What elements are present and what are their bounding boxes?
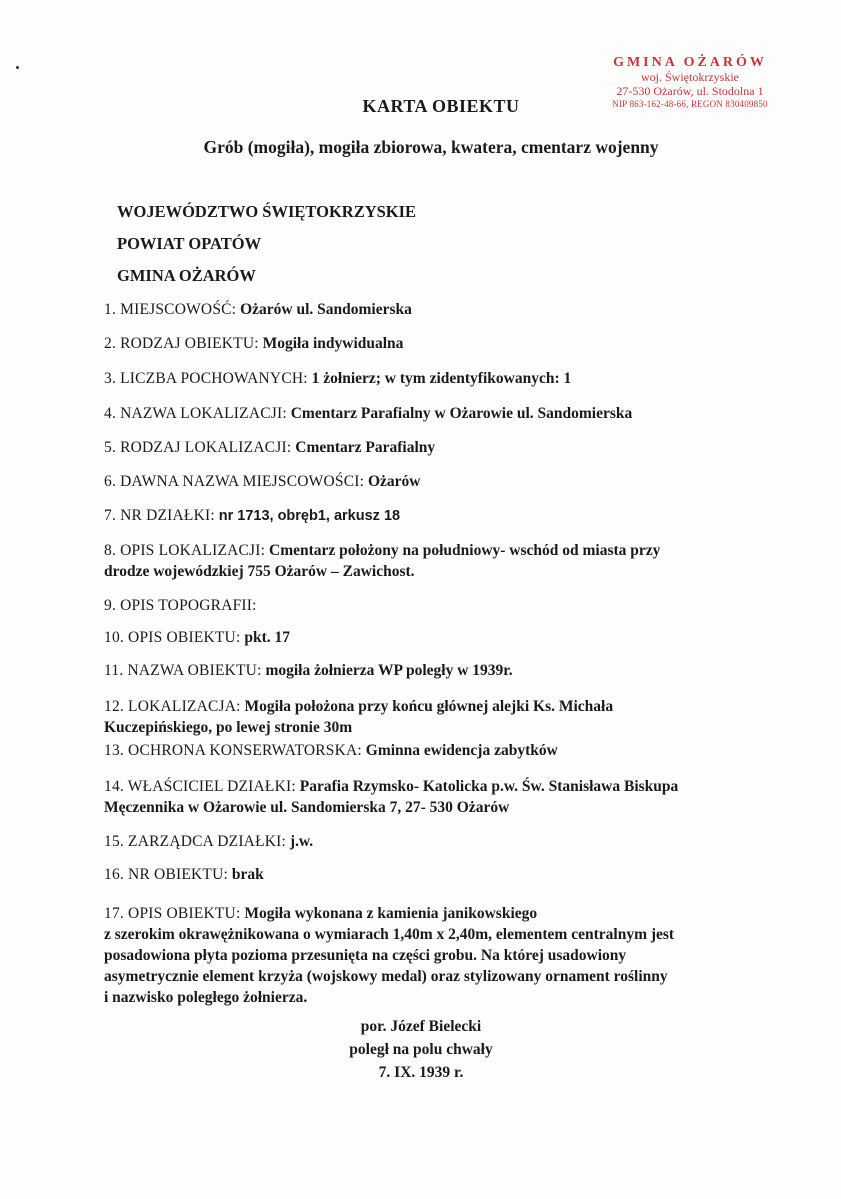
scan-speck <box>16 66 19 69</box>
inscription-line: poległ na polu chwały <box>349 1041 493 1058</box>
field-17 <box>104 903 764 1008</box>
field-label: 13. OCHRONA KONSERWATORSKA: <box>104 742 362 759</box>
field-label: 7. NR DZIAŁKI: <box>104 507 215 524</box>
page-title: KARTA OBIEKTU <box>362 96 520 116</box>
field-value: brak <box>231 866 264 883</box>
field-label: 12. LOKALIZACJA: <box>104 698 241 715</box>
field-value: Gminna ewidencja zabytków <box>365 742 558 759</box>
field-value: Cmentarz położony na południowy- wschód od miasta przy <box>269 542 661 559</box>
field-value: Parafia Rzymsko- Katolicka p.w. Św. Stanisława Biskupa <box>299 778 679 795</box>
field-8 <box>104 540 754 582</box>
inscription-date: 7. IX. 1939 r. <box>378 1064 464 1081</box>
field-value-continued: Kuczepińskiego, po lewej stronie 30m <box>104 719 353 736</box>
stamp-address: 27-530 Ożarów, ul. Stodolna 1 <box>616 83 764 98</box>
description-line: asymetrycznie element krzyża (wojskowy medal) oraz stylizowany ornament roślinny <box>104 968 668 985</box>
description-line: posadowiona płyta pozioma przesunięta na części grobu. Na której usadowiony <box>104 947 627 964</box>
description-line: z szerokim okrawężnikowana o wymiarach 1,40m x 2,40m, elementem centralnym jest <box>104 926 675 943</box>
field-label: 15. ZARZĄDCA DZIAŁKI: <box>104 833 287 850</box>
field-value: j.w. <box>289 833 314 850</box>
field-label: 14. WŁAŚCICIEL DZIAŁKI: <box>104 778 296 795</box>
field-16 <box>104 864 754 885</box>
field-5 <box>104 437 754 458</box>
field-9 <box>104 595 754 616</box>
field-value: Mogiła indywidualna <box>262 335 404 352</box>
field-label: 8. OPIS LOKALIZACJI: <box>104 542 266 559</box>
field-label: 9. OPIS TOPOGRAFII: <box>104 597 257 614</box>
inscription-name: por. Józef Bielecki <box>360 1018 482 1035</box>
field-label: 1. MIEJSCOWOŚĆ: <box>104 301 237 318</box>
field-label: 6. DAWNA NAZWA MIEJSCOWOŚCI: <box>104 473 365 490</box>
field-label: 3. LICZBA POCHOWANYCH: <box>104 370 308 387</box>
field-value: nr 1713, obręb1, arkusz 18 <box>218 508 401 524</box>
field-4 <box>104 403 754 424</box>
field-11 <box>104 660 754 681</box>
voivodeship-heading: WOJEWÓDZTWO ŚWIĘTOKRZYSKIE <box>117 202 417 221</box>
stamp-ids: NIP 863-162-48-66, REGON 830409850 <box>612 98 768 109</box>
page-subtitle: Grób (mogiła), mogiła zbiorowa, kwatera, cmentarz wojenny <box>203 137 659 157</box>
description-line: i nazwisko poległego żołnierza. <box>104 989 308 1006</box>
field-value: 1 żołnierz; w tym zidentyfikowanych: 1 <box>311 370 572 387</box>
field-value: Cmentarz Parafialny <box>295 439 436 456</box>
field-value: Ożarów ul. Sandomierska <box>240 301 412 318</box>
field-value-continued: Męczennika w Ożarowie ul. Sandomierska 7, 27- 530 Ożarów <box>104 799 510 816</box>
commune-heading: GMINA OŻARÓW <box>117 266 256 285</box>
field-label: 5. RODZAJ LOKALIZACJI: <box>104 439 292 456</box>
field-label: 4. NAZWA LOKALIZACJI: <box>104 405 287 422</box>
field-label: 10. OPIS OBIEKTU: <box>104 629 241 646</box>
field-12 <box>104 696 754 738</box>
field-15 <box>104 831 754 852</box>
field-value: Mogiła wykonana z kamienia janikowskiego <box>244 905 538 922</box>
field-value: Ożarów <box>367 473 421 490</box>
field-10 <box>104 627 754 648</box>
stamp-name: GMINA OŻARÓW <box>613 55 767 70</box>
field-13 <box>104 740 754 761</box>
field-value: Mogiła położona przy końcu głównej alejki Ks. Michała <box>244 698 614 715</box>
field-value-continued: drodze wojewódzkiej 755 Ożarów – Zawichost. <box>104 563 415 580</box>
field-value: mogiła żołnierza WP poległy w 1939r. <box>265 662 513 679</box>
field-7 <box>104 505 754 527</box>
field-label: 16. NR OBIEKTU: <box>104 866 228 883</box>
field-6 <box>104 471 754 492</box>
field-3 <box>104 368 754 389</box>
county-heading: POWIAT OPATÓW <box>117 234 262 253</box>
stamp-region: woj. Świętokrzyskie <box>641 70 739 85</box>
field-14 <box>104 776 754 818</box>
field-label: 17. OPIS OBIEKTU: <box>104 905 241 922</box>
field-label: 2. RODZAJ OBIEKTU: <box>104 335 259 352</box>
field-1 <box>104 299 754 320</box>
field-label: 11. NAZWA OBIEKTU: <box>104 662 262 679</box>
field-value: pkt. 17 <box>244 629 290 646</box>
field-2 <box>104 333 754 354</box>
field-value: Cmentarz Parafialny w Ożarowie ul. Sandomierska <box>290 405 633 422</box>
